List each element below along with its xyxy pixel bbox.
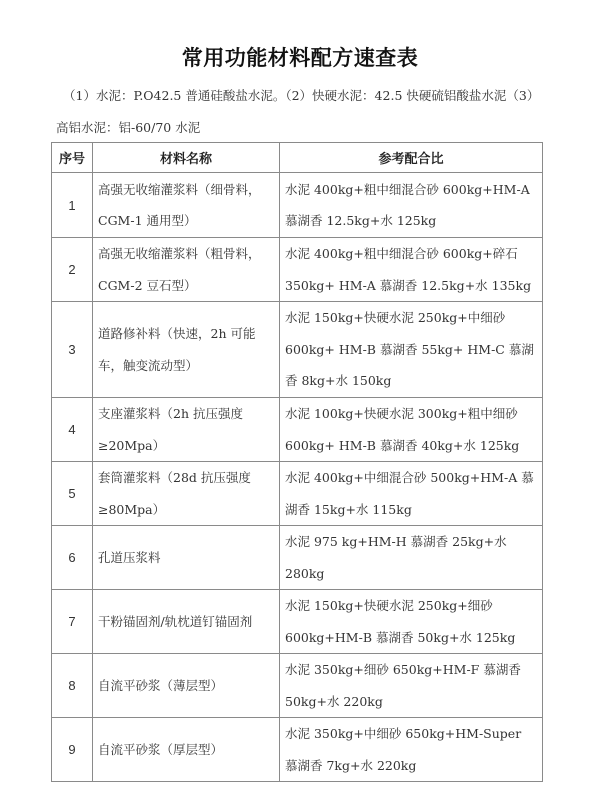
mix-ratio: 水泥 350kg+中细砂 650kg+HM-Super 慕湖香 7kg+水 220kg xyxy=(285,726,522,773)
table-row xyxy=(52,398,543,462)
table-row xyxy=(52,238,543,302)
table-row xyxy=(52,302,543,398)
mix-ratio: 水泥 975 kg+HM-H 慕湖香 25kg+水 280kg xyxy=(285,534,507,581)
table-row xyxy=(52,590,543,654)
row-number: 1 xyxy=(52,173,93,238)
material-name: 干粉锚固剂/轨枕道钉锚固剂 xyxy=(98,613,253,629)
row-number: 9 xyxy=(52,718,93,782)
material-name: 自流平砂浆（厚层型） xyxy=(98,741,224,757)
header-material-name: 材料名称 xyxy=(93,143,280,173)
row-number: 7 xyxy=(52,590,93,654)
row-number: 6 xyxy=(52,526,93,590)
table-row xyxy=(52,526,543,590)
table-row xyxy=(52,173,543,238)
row-number: 5 xyxy=(52,462,93,526)
header-number: 序号 xyxy=(52,143,93,173)
row-number: 4 xyxy=(52,398,93,462)
mix-ratio: 水泥 400kg+中细混合砂 500kg+HM-A 慕湖香 15kg+水 115kg xyxy=(285,470,534,517)
material-name: 高强无收缩灌浆料（细骨料，CGM-1 通用型） xyxy=(98,181,261,228)
material-name: 套筒灌浆料（28d 抗压强度≥80Mpa） xyxy=(98,470,251,517)
mix-ratio: 水泥 150kg+快硬水泥 250kg+细砂 600kg+HM-B 慕湖香 50kg+水 125kg xyxy=(285,598,516,645)
mix-ratio: 水泥 150kg+快硬水泥 250kg+中细砂 600kg+ HM-B 慕湖香 55kg+ HM-C 慕湖香 8kg+水 150kg xyxy=(285,310,534,389)
material-name: 道路修补料（快速，2h 可能车，触变流动型） xyxy=(98,326,256,373)
material-name: 孔道压浆料 xyxy=(98,549,161,565)
formula-table xyxy=(51,142,543,782)
page-title: 常用功能材料配方速查表 xyxy=(181,46,419,70)
material-name: 支座灌浆料（2h 抗压强度≥20Mpa） xyxy=(98,406,243,453)
table-header-row xyxy=(52,143,543,173)
row-number: 8 xyxy=(52,654,93,718)
material-name: 自流平砂浆（薄层型） xyxy=(98,677,224,693)
header-mix-ratio: 参考配合比 xyxy=(280,143,543,173)
row-number: 3 xyxy=(52,302,93,398)
table-row xyxy=(52,654,543,718)
row-number: 2 xyxy=(52,238,93,302)
table-row xyxy=(52,462,543,526)
mix-ratio: 水泥 400kg+粗中细混合砂 600kg+碎石 350kg+ HM-A 慕湖香 12.5kg+水 135kg xyxy=(285,246,532,293)
material-name: 高强无收缩灌浆料（粗骨料，CGM-2 豆石型） xyxy=(98,246,261,293)
mix-ratio: 水泥 400kg+粗中细混合砂 600kg+HM-A 慕湖香 12.5kg+水 125kg xyxy=(285,181,530,228)
cement-note-line-1: （1）水泥：P.O42.5 普通硅酸盐水泥。（2）快硬水泥：42.5 快硬硫铝酸盐水泥（3） xyxy=(63,88,540,103)
mix-ratio: 水泥 350kg+细砂 650kg+HM-F 慕湖香 50kg+水 220kg xyxy=(285,662,521,709)
mix-ratio: 水泥 100kg+快硬水泥 300kg+粗中细砂 600kg+ HM-B 慕湖香 40kg+水 125kg xyxy=(285,406,520,453)
table-row xyxy=(52,718,543,782)
cement-note-line-2: 高铝水泥：铝-60/70 水泥 xyxy=(56,120,201,135)
